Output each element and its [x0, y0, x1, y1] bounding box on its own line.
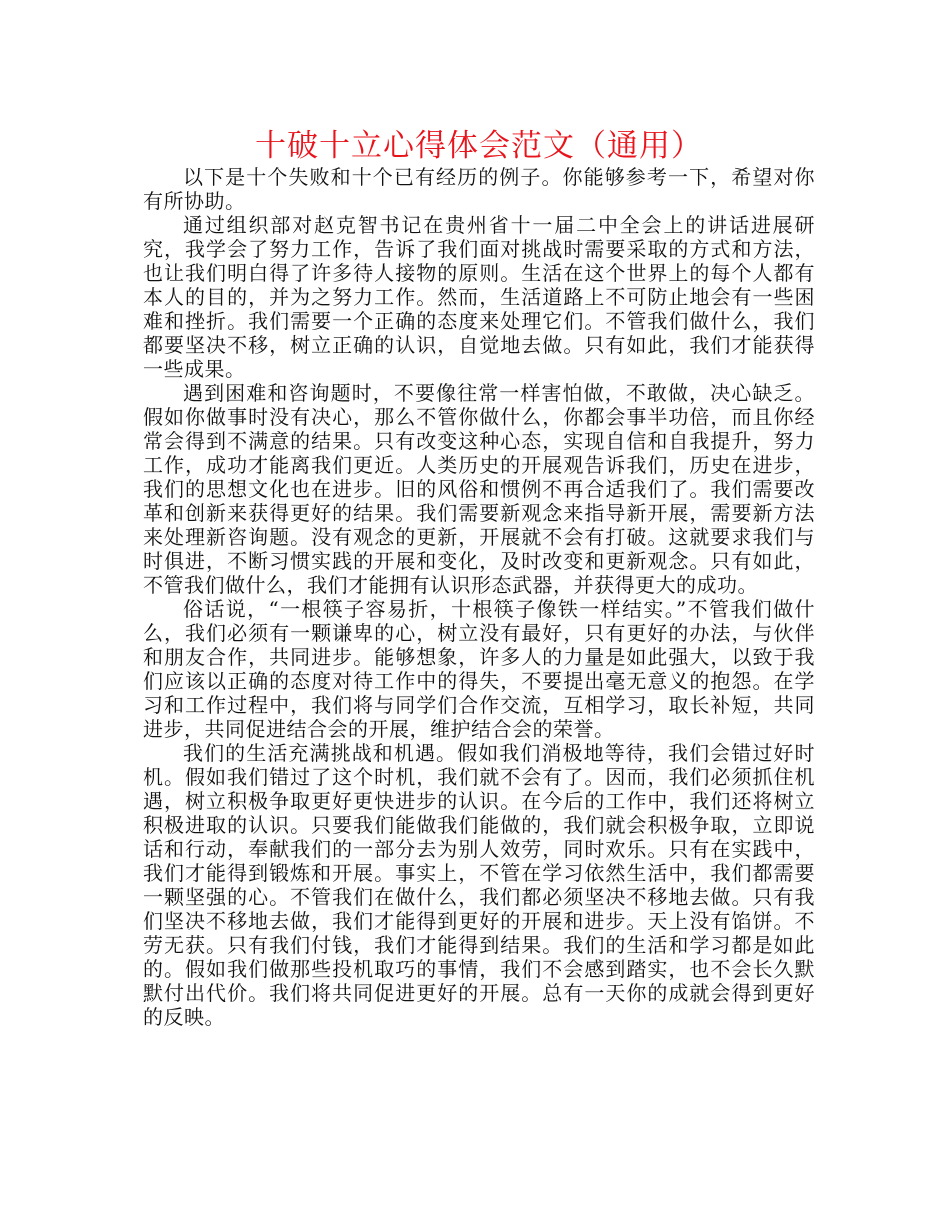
paragraph-opportunities: 我们的生活充满挑战和机遇。假如我们消极地等待，我们会错过好时机。假如我们错过了这个时机，我们就不会有了。因而，我们必须抓住机遇，树立积极争取更好更快进步的认识。在今后的工作中，我们还将树立积极进取的认识。只要我们能做我们能做的，我们就会积极争取，立即说话和行动，奉献我们的一部分去为别人效劳，同时欢乐。只有在实践中，我们才能得到锻炼和开展。事实上，不管在学习依然生活中，我们都需要一颗坚强的心。不管我们在做什么，我们都必须坚决不移地去做。只有我们坚决不移地去做，我们才能得到更好的开展和进步。天上没有馅饼。不劳无获。只有我们付钱，我们才能得到结果。我们的生活和学习都是如此的。假如我们做那些投机取巧的事情，我们不会感到踏实，也不会长久默默付出代价。我们将共同促进更好的开展。总有一天你的成就会得到更好的反映。	[143, 741, 815, 1029]
paragraph-study: 通过组织部对赵克智书记在贵州省十一届二中全会上的讲话进展研究，我学会了努力工作，告诉了我们面对挑战时需要采取的方式和方法，也让我们明白得了许多待人接物的原则。生活在这个世界上的每个人都有本人的目的，并为之努力工作。然而，生活道路上不可防止地会有一些困难和挫折。我们需要一个正确的态度来处理它们。不管我们做什么，我们都要坚决不移，树立正确的认识，自觉地去做。只有如此，我们才能获得一些成果。	[143, 213, 815, 381]
document-page	[143, 128, 815, 1029]
paragraph-intro: 以下是十个失败和十个已有经历的例子。你能够参考一下，希望对你有所协助。	[143, 165, 815, 213]
document-title: 十破十立心得体会范文（通用）	[255, 128, 703, 164]
paragraph-difficulties: 遇到困难和咨询题时，不要像往常一样害怕做，不敢做，决心缺乏。假如你做事时没有决心，那么不管你做什么，你都会事半功倍，而且你经常会得到不满意的结果。只有改变这种心态，实现自信和自我提升，努力工作，成功才能离我们更近。人类历史的开展观告诉我们，历史在进步，我们的思想文化也在进步。旧的风俗和惯例不再合适我们了。我们需要改革和创新来获得更好的结果。我们需要新观念来指导新开展，需要新方法来处理新咨询题。没有观念的更新，开展就不会有打破。这就要求我们与时俱进，不断习惯实践的开展和变化，及时改变和更新观念。只有如此，不管我们做什么，我们才能拥有认识形态武器，并获得更大的成功。	[143, 381, 815, 597]
paragraph-cooperation: 俗话说，“一根筷子容易折，十根筷子像铁一样结实。”不管我们做什么，我们必须有一颗谦卑的心，树立没有最好，只有更好的办法，与伙伴和朋友合作，共同进步。能够想象，许多人的力量是如此强大，以致于我们应该以正确的态度对待工作中的得失，不要提出毫无意义的抱怨。在学习和工作过程中，我们将与同学们合作交流，互相学习，取长补短，共同进步，共同促进结合会的开展，维护结合会的荣誉。	[143, 597, 815, 741]
